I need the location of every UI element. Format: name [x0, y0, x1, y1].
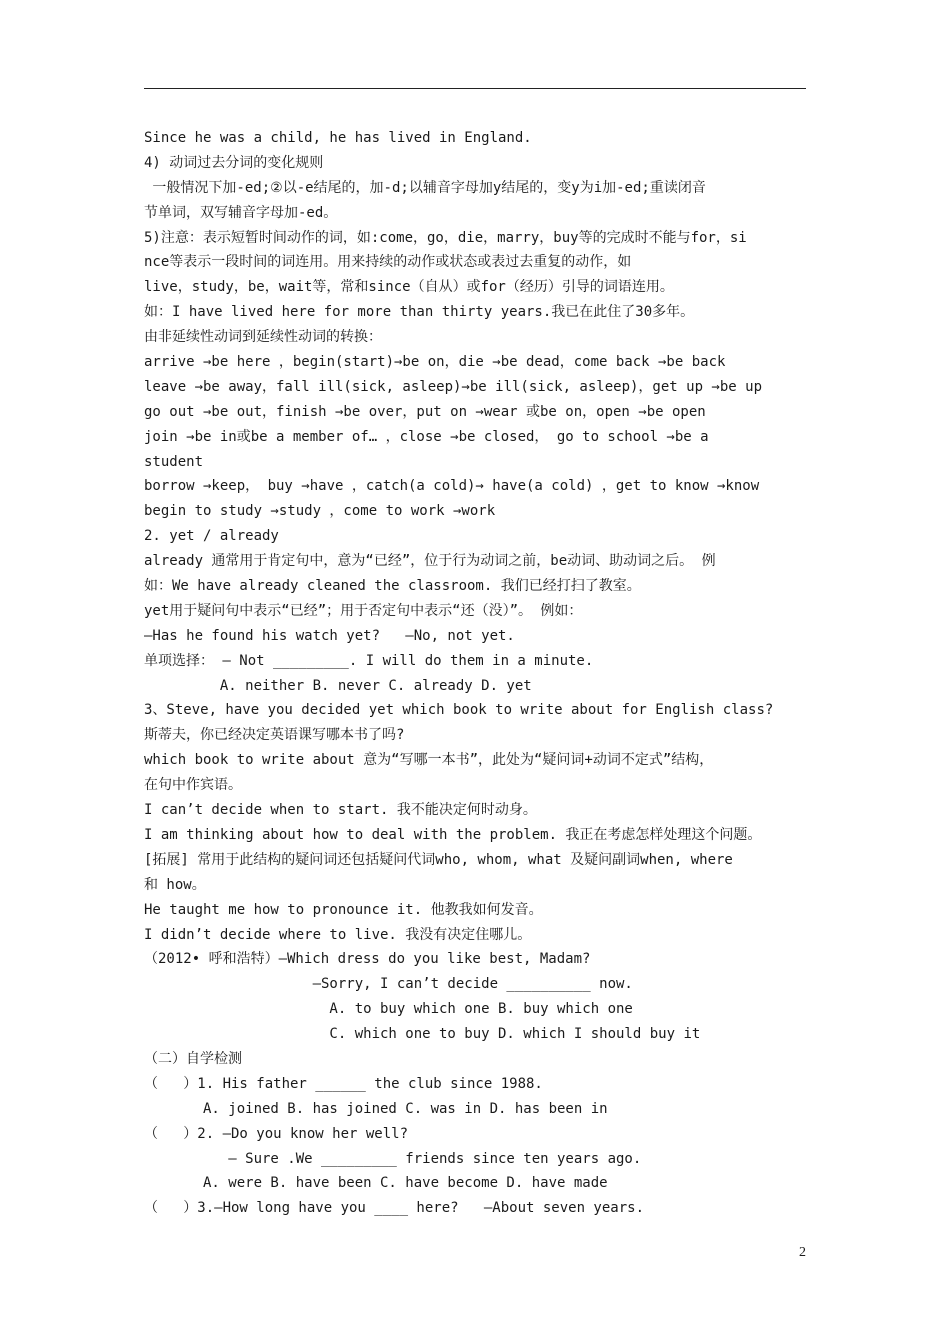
text-line: 如：I have lived here for more than thirty years.我已在此住了30多年。: [144, 304, 695, 321]
text-line: Since he was a child, he has lived in England.: [144, 130, 532, 146]
text-line: A. neither B. never C. already D. yet: [144, 677, 532, 694]
text-line: which book to write about 意为“写哪一本书”，此处为“疑问词+动词不定式”结构，: [144, 752, 714, 769]
text-line: go out →be out，finish →be over，put on →wear 或be on，open →be open: [144, 403, 706, 420]
text-line: arrive →be here ，begin(start)→be on，die →be dead，come back →be back: [144, 354, 726, 371]
text-line: I didn’t decide where to live. 我没有决定住哪儿。: [144, 926, 532, 943]
text-line: C. which one to buy D. which I should buy it: [144, 1026, 701, 1043]
text-line: 2. yet / already: [144, 528, 279, 545]
text-line: join →be in或be a member of… ，close →be closed， go to school →be a: [144, 428, 709, 445]
text-line: nce等表示一段时间的词连用。用来持续的动作或状态或表过去重复的动作，如: [144, 254, 632, 271]
text-line: —Sorry, I can’t decide __________ now.: [144, 976, 633, 993]
text-line: （ ）3.—How long have you ____ here? —About seven years.: [144, 1200, 645, 1217]
text-line: 5)注意：表示短暂时间动作的词，如:come，go，die，marry，buy等的完成时不能与for，si: [144, 229, 747, 246]
text-line: （ ）2. —Do you know her well?: [144, 1125, 409, 1142]
header-rule: [144, 88, 806, 89]
text-line: （二）自学检测: [144, 1050, 242, 1067]
text-line: 单项选择： — Not _________. I will do them in a minute.: [144, 652, 594, 669]
page-number: 2: [799, 1245, 806, 1260]
text-line: A. to buy which one B. buy which one: [144, 1001, 633, 1018]
text-line: [拓展] 常用于此结构的疑问词还包括疑问代词who, whom, what 及疑问副词when, where: [144, 851, 733, 868]
text-line: 3、Steve, have you decided yet which book to write about for English class?: [144, 702, 774, 719]
text-line: 4) 动词过去分词的变化规则: [144, 154, 324, 171]
text-line: — Sure .We _________ friends since ten years ago.: [144, 1150, 642, 1167]
text-line: I am thinking about how to deal with the problem. 我正在考虑怎样处理这个问题。: [144, 826, 762, 843]
text-line: yet用于疑问句中表示“已经”；用于否定句中表示“还（没）”。 例如：: [144, 602, 583, 619]
text-line: begin to study →study ，come to work →work: [144, 503, 496, 520]
text-line: 斯蒂夫，你已经决定英语课写哪本书了吗?: [144, 727, 405, 744]
text-line: already 通常用于肯定句中，意为“已经”，位于行为动词之前，be动词、助动词之后。 例: [144, 553, 716, 570]
text-line: 和 how。: [144, 876, 206, 893]
text-line: live，study，be，wait等，常和since（自从）或for（经历）引导的词语连用。: [144, 279, 674, 296]
text-line: borrow →keep， buy →have ，catch(a cold)→ have(a cold) ，get to know →know: [144, 478, 760, 495]
text-line: He taught me how to pronounce it. 他教我如何发音。: [144, 901, 543, 918]
text-line: A. were B. have been C. have become D. have made: [144, 1175, 608, 1192]
text-line: 一般情况下加-ed;②以-e结尾的，加-d;以辅音字母加y结尾的，变y为i加-ed;重读闭音: [144, 179, 706, 196]
text-line: 节单词，双写辅音字母加-ed。: [144, 204, 338, 221]
text-line: leave →be away，fall ill(sick, asleep)→be ill(sick, asleep)，get up →be up: [144, 378, 763, 395]
text-line: 如：We have already cleaned the classroom. 我们已经打扫了教室。: [144, 578, 641, 595]
text-line: 在句中作宾语。: [144, 777, 242, 794]
text-line: student: [144, 453, 204, 470]
text-line: A. joined B. has joined C. was in D. has been in: [144, 1100, 608, 1117]
text-line: I can’t decide when to start. 我不能决定何时动身。: [144, 802, 537, 819]
text-line: （ ）1. His father ______ the club since 1988.: [144, 1075, 543, 1092]
document-body: [144, 126, 812, 1221]
text-line: —Has he found his watch yet? —No, not yet.: [144, 627, 515, 644]
text-line: 由非延续性动词到延续性动词的转换：: [144, 329, 382, 346]
text-line: （2012• 呼和浩特）—Which dress do you like best, Madam?: [144, 951, 591, 968]
